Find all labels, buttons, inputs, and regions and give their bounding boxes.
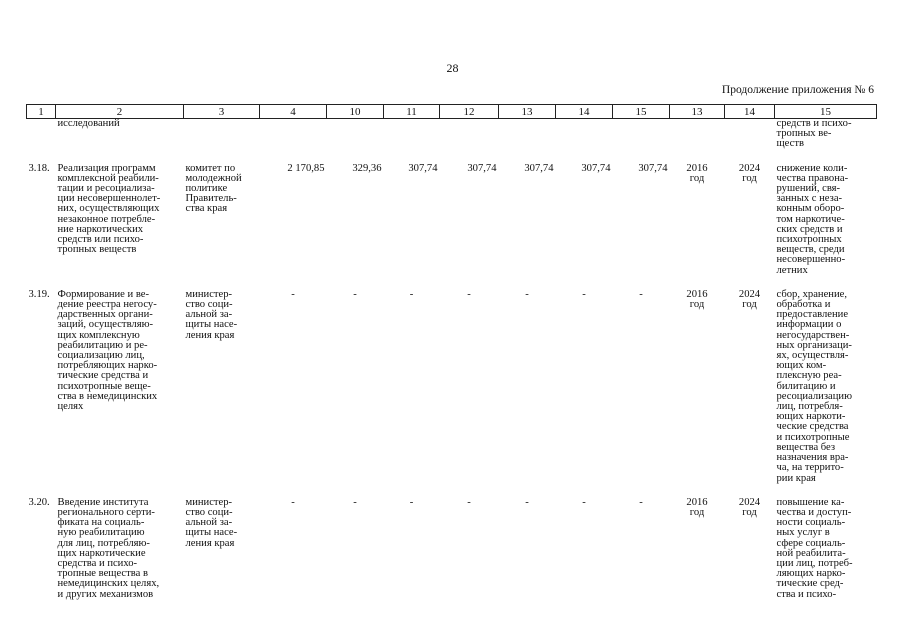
value-col10: - — [353, 496, 357, 508]
table-row — [27, 164, 877, 276]
continuation-label: Продолжение приложения № 6 — [721, 84, 874, 96]
measure-name: Введение института регионального серти- фиката на социаль- ную реабилитацию для лиц, потребляю- щих наркотические средства и психо- тропные вещества в немедицинских целях, и других механизмов — [57, 496, 160, 600]
row-index: 3.18. — [28, 162, 50, 174]
header-cell: 3 — [184, 105, 260, 119]
value-col15: - — [639, 288, 643, 300]
value-col15: 307,74 — [638, 162, 668, 174]
header-cell: 10 — [327, 105, 384, 119]
header-cell: 12 — [440, 105, 499, 119]
value-col10: 329,36 — [352, 162, 382, 174]
value-col11: 307,74 — [408, 162, 438, 174]
value-col13: - — [525, 496, 529, 508]
value-col12: 307,74 — [467, 162, 497, 174]
header-cell: 13 — [670, 105, 725, 119]
start-year: 2016 год — [686, 162, 708, 184]
expected-result: снижение коли- чества правона- рушений, свя- занных с неза- конным оборо- том наркотиче- ских средств и психотропных веществ, среди несовершенно- летних — [776, 162, 849, 276]
expected-result: сбор, хранение, обработка и предоставление информации о негосударствен- ных организаци- ях, осуществля- ющих ком- плексную реа- билитацию и ресоциализацию лиц, потребля- ющих наркоти- ческие средства и психотропные вещества без назначения вра- ча, на террито- рии края — [776, 288, 852, 484]
header-cell: 2 — [56, 105, 184, 119]
header-cell: 14 — [556, 105, 613, 119]
executor: министер- ство соци- альной за- щиты насе- ления края — [185, 288, 238, 341]
header-row — [27, 105, 877, 119]
value-col14: - — [582, 496, 586, 508]
carryover-name: исследований — [57, 118, 120, 129]
expected-result: повышение ка- чества и доступ- ности социаль- ных услуг в сфере социаль- ной реабилита- ции лиц, потреб- ляющих нарко- тические сред- ства и психо- — [776, 496, 853, 600]
header-cell: 13 — [499, 105, 556, 119]
end-year: 2024 год — [738, 162, 761, 184]
table-row — [27, 290, 877, 484]
start-year: 2016 год — [686, 496, 708, 518]
header-cell: 11 — [384, 105, 440, 119]
value-col13: 307,74 — [524, 162, 554, 174]
executor: комитет по молодежной политике Правитель- ства края — [185, 162, 242, 215]
value-col12: - — [467, 288, 471, 300]
carryover-result: средств и психо- тропных ве- ществ — [776, 118, 852, 150]
header-cell: 1 — [27, 105, 56, 119]
header-cell: 14 — [725, 105, 775, 119]
value-col12: - — [467, 496, 471, 508]
value-total: - — [291, 496, 295, 508]
page-number: 28 — [446, 61, 459, 75]
value-total: - — [291, 288, 295, 300]
header-cell: 15 — [775, 105, 877, 119]
carryover-row — [27, 119, 877, 150]
table-row — [27, 498, 877, 600]
appendix-table — [26, 104, 877, 600]
measure-name: Реализация программ комплексной реабили- тации и ресоциализа- ции несовершеннолет- них, осуществляющих незаконное потребле- ние наркотических средств или психо- тропных веществ — [57, 162, 161, 256]
start-year: 2016 год — [686, 288, 708, 311]
header-cell: 4 — [260, 105, 327, 119]
executor: министер- ство соци- альной за- щиты насе- ления края — [185, 496, 238, 549]
row-index: 3.20. — [28, 496, 50, 508]
measure-name: Формирование и ве- дение реестра негосу- дарственных органи- заций, осуществляю- щих комплексную реабилитацию и ре- социализацию лиц, потребляющих нарко- тические средства и психотропные веще- ства в немедицинских целях — [57, 288, 158, 413]
row-index: 3.19. — [28, 288, 50, 300]
value-col14: 307,74 — [581, 162, 611, 174]
value-col11: - — [409, 496, 414, 508]
value-col10: - — [353, 288, 357, 300]
value-col15: - — [639, 496, 643, 508]
value-col13: - — [525, 288, 529, 300]
value-total: 2 170,85 — [287, 162, 325, 174]
end-year: 2024 год — [738, 496, 761, 518]
end-year: 2024 год — [738, 288, 761, 311]
value-col14: - — [582, 288, 586, 300]
value-col11: - — [409, 288, 414, 300]
header-cell: 15 — [613, 105, 670, 119]
